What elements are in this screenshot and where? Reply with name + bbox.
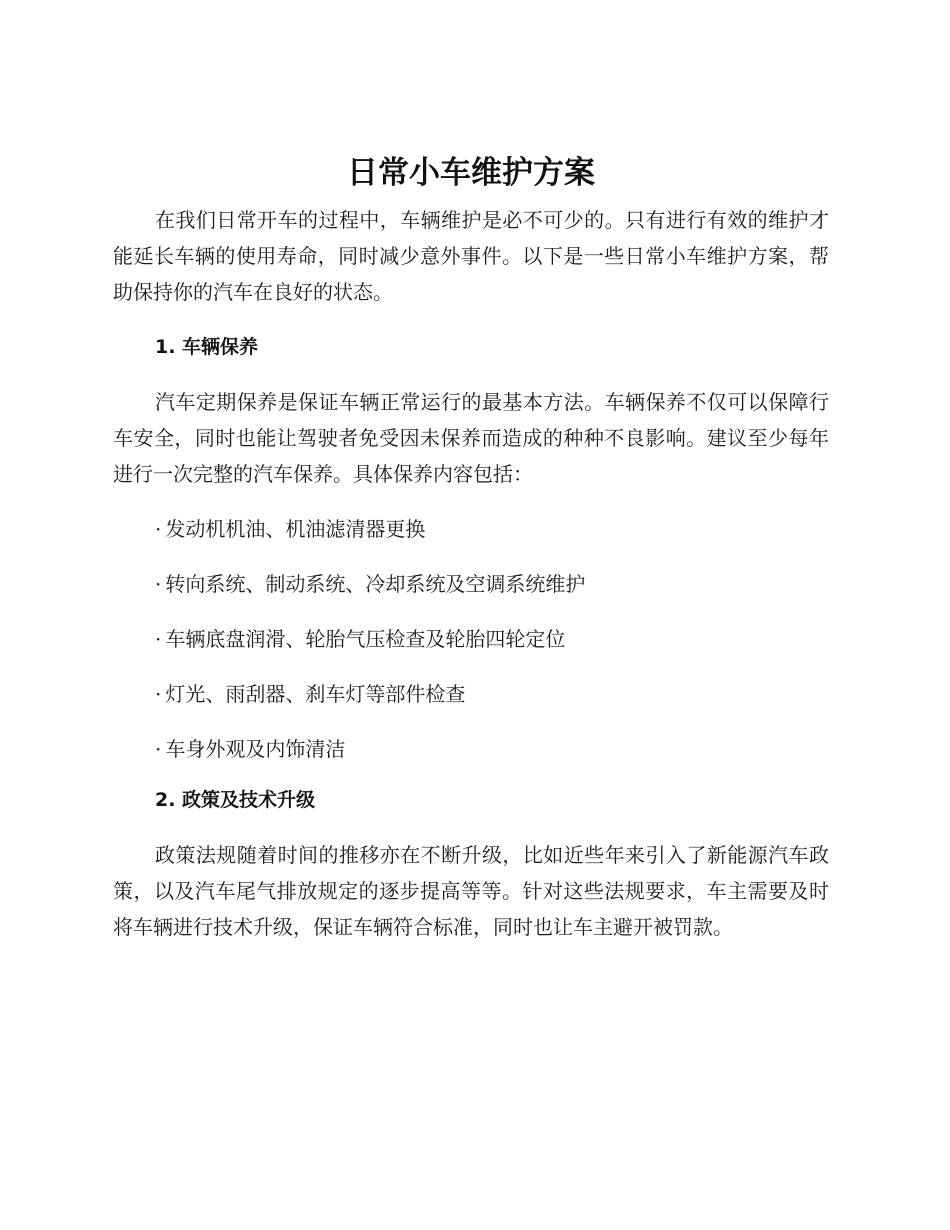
list-item-text: 发动机机油、机油滤清器更换	[165, 517, 426, 541]
policy-paragraph: 政策法规随着时间的推移亦在不断升级，比如近些年来引入了新能源汽车政策，以及汽车尾气排放规定的逐步提高等等。针对这些法规要求，车主需要及时将车辆进行技术升级，保证车辆符合标准，同时也让车主避开被罚款。	[113, 843, 829, 939]
list-item	[113, 569, 829, 599]
list-item	[113, 679, 829, 709]
bullet-marker: ·	[155, 737, 162, 761]
maintenance-list	[113, 514, 829, 764]
list-item-text: 车辆底盘润滑、轮胎气压检查及轮胎四轮定位	[165, 627, 566, 651]
bullet-marker: ·	[155, 517, 162, 541]
section-heading-policy: 2. 政策及技术升级	[155, 789, 316, 811]
bullet-marker: ·	[155, 627, 162, 651]
list-item-text: 灯光、雨刮器、刹车灯等部件检查	[165, 682, 466, 706]
bullet-marker: ·	[155, 572, 162, 596]
bullet-marker: ·	[155, 682, 162, 706]
document-page	[113, 150, 829, 945]
intro-paragraph: 在我们日常开车的过程中，车辆维护是必不可少的。只有进行有效的维护才能延长车辆的使用寿命，同时减少意外事件。以下是一些日常小车维护方案，帮助保持你的汽车在良好的状态。	[113, 208, 829, 304]
maintenance-paragraph: 汽车定期保养是保证车辆正常运行的最基本方法。车辆保养不仅可以保障行车安全，同时也能让驾驶者免受因未保养而造成的种种不良影响。建议至少每年进行一次完整的汽车保养。具体保养内容包括：	[113, 390, 829, 486]
list-item	[113, 624, 829, 654]
page-title: 日常小车维护方案	[347, 155, 595, 191]
list-item	[113, 734, 829, 764]
list-item-text: 转向系统、制动系统、冷却系统及空调系统维护	[165, 572, 586, 596]
list-item-text: 车身外观及内饰清洁	[165, 737, 346, 761]
list-item	[113, 514, 829, 544]
section-heading-maintenance: 1. 车辆保养	[155, 336, 259, 358]
